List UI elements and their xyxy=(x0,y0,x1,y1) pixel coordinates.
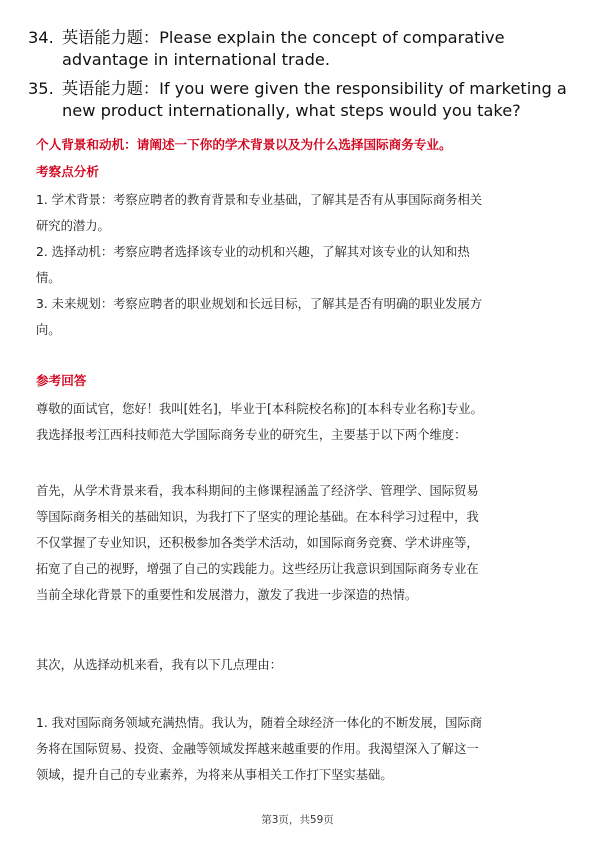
reference-paragraph-2 xyxy=(36,652,560,678)
analysis-list xyxy=(36,187,560,343)
analysis-item-line: 1. 学术背景：考察应聘者的教育背景和专业基础，了解其是否有从事国际商务相关 xyxy=(36,193,483,207)
question-text-line: advantage in international trade. xyxy=(62,50,330,69)
reference-intro xyxy=(36,396,560,448)
question-number: 34. xyxy=(28,28,54,47)
analysis-item-line: 向。 xyxy=(36,323,61,337)
paragraph-line: 首先，从学术背景来看，我本科期间的主修课程涵盖了经济学、管理学、国际贸易 xyxy=(36,484,479,498)
section-title: 个人背景和动机：请阐述一下你的学术背景以及为什么选择国际商务专业。 xyxy=(36,137,452,152)
analysis-item-line: 2. 选择动机：考察应聘者选择该专业的动机和兴趣，了解其对该专业的认知和热 xyxy=(36,245,470,259)
paragraph-line: 1. 我对国际商务领域充满热情。我认为，随着全球经济一体化的不断发展，国际商 xyxy=(36,716,483,730)
paragraph-line: 领域，提升自己的专业素养，为将来从事相关工作打下坚实基础。 xyxy=(36,768,393,782)
paragraph-line: 尊敬的面试官，您好！我叫[姓名]，毕业于[本科院校名称]的[本科专业名称]专业。 xyxy=(36,402,483,416)
paragraph-line: 拓宽了自己的视野，增强了自己的实践能力。这些经历让我意识到国际商务专业在 xyxy=(36,562,479,576)
question-text-line: 英语能力题：Please explain the concept of comparative xyxy=(62,28,505,47)
reference-heading: 参考回答 xyxy=(36,373,87,388)
paragraph-line: 务将在国际贸易、投资、金融等领域发挥越来越重要的作用。我渴望深入了解这一 xyxy=(36,742,479,756)
question-35 xyxy=(28,78,573,122)
reference-paragraph-3 xyxy=(36,710,560,788)
question-number: 35. xyxy=(28,79,54,98)
question-34 xyxy=(28,27,573,71)
paragraph-line: 等国际商务相关的基础知识，为我打下了坚实的理论基础。在本科学习过程中，我 xyxy=(36,510,479,524)
page-footer: 第3页，共59页 xyxy=(261,814,334,826)
analysis-item-line: 研究的潜力。 xyxy=(36,219,110,233)
question-text-line: 英语能力题：If you were given the responsibility of marketing a xyxy=(62,79,567,98)
paragraph-line: 其次，从选择动机来看，我有以下几点理由： xyxy=(36,658,282,672)
paragraph-line: 不仅掌握了专业知识，还积极参加各类学术活动，如国际商务竞赛、学术讲座等， xyxy=(36,536,479,550)
reference-paragraph-1 xyxy=(36,478,560,608)
analysis-heading: 考察点分析 xyxy=(36,164,99,179)
paragraph-line: 当前全球化背景下的重要性和发展潜力，激发了我进一步深造的热情。 xyxy=(36,588,418,602)
paragraph-line: 我选择报考江西科技师范大学国际商务专业的研究生，主要基于以下两个维度： xyxy=(36,428,467,442)
analysis-item-line: 情。 xyxy=(36,271,61,285)
question-text-line: new product internationally, what steps would you take? xyxy=(62,101,521,120)
analysis-item-line: 3. 未来规划：考察应聘者的职业规划和长远目标，了解其是否有明确的职业发展方 xyxy=(36,297,483,311)
